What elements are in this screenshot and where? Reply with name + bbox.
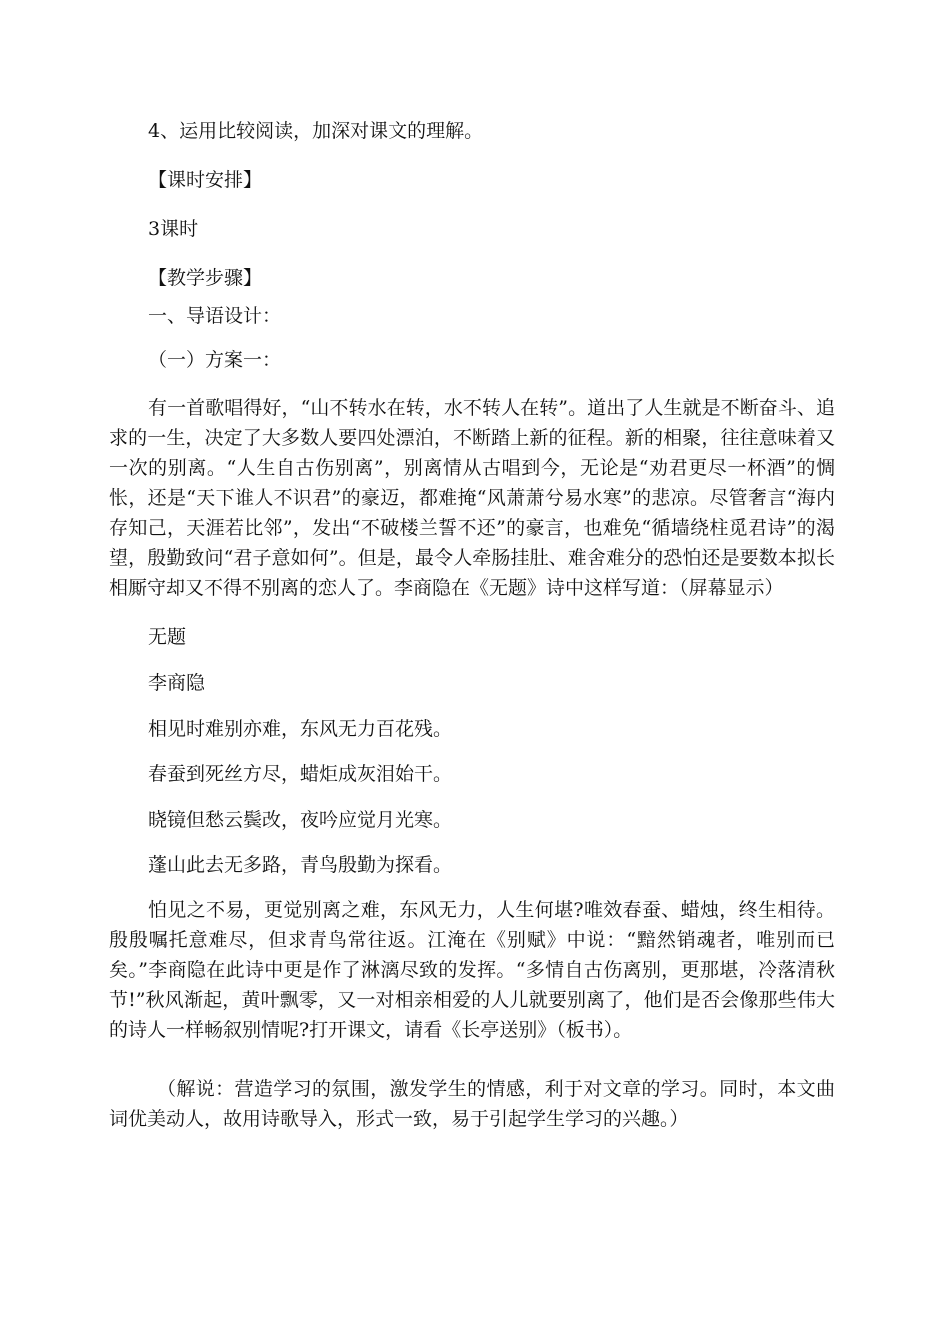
schedule-value: 3课时 bbox=[148, 218, 199, 240]
steps-heading: 【教学步骤】 bbox=[148, 267, 263, 289]
poem-author: 李商隐 bbox=[148, 672, 206, 694]
poem-line-4: 蓬山此去无多路，青鸟殷勤为探看。 bbox=[148, 854, 453, 876]
section-heading-intro-design: 一、导语设计： bbox=[148, 305, 282, 327]
intro-paragraph: 有一首歌唱得好，“山不转水在转，水不转人在转”。道出了人生就是不断奋斗、追求的一生，决定了大多数人要四处漂泊，不断踏上新的征程。新的相聚，往往意味着又一次的别离。“人生自古伤别离”，别离情从古唱到今，无论是“劝君更尽一杯酒”的惆怅，还是“天下谁人不识君”的豪迈，都难掩“风萧萧兮易水寒”的悲凉。尽管奢言“海内存知己，天涯若比邻”，发出“不破楼兰誓不还”的豪言，也难免“循墙绕柱觅君诗”的渴望，殷勤致问“君子意如何”。但是，最令人牵肠挂肚、难舍难分的恐怕还是要数本拟长相厮守却又不得不别离的恋人了。李商隐在《无题》诗中这样写道：（屏幕显示） bbox=[109, 397, 835, 599]
objective-4: 4、运用比较阅读，加深对课文的理解。 bbox=[148, 120, 484, 142]
explanation-note: （解说：营造学习的氛围，激发学生的情感，利于对文章的学习。同时，本文曲词优美动人，故用诗歌导入，形式一致，易于引起学生学习的兴趣。） bbox=[109, 1078, 835, 1130]
poem-line-2: 春蚕到死丝方尽，蜡炬成灰泪始干。 bbox=[148, 763, 453, 785]
plan-1-heading: （一）方案一： bbox=[148, 349, 282, 371]
poem-line-3: 晓镜但愁云鬓改，夜吟应觉月光寒。 bbox=[148, 809, 453, 831]
poem-line-1: 相见时难别亦难，东风无力百花残。 bbox=[148, 718, 453, 740]
schedule-heading: 【课时安排】 bbox=[148, 169, 263, 191]
poem-title: 无题 bbox=[148, 626, 187, 648]
analysis-paragraph: 怕见之不易，更觉别离之难，东风无力，人生何堪?唯效春蚕、蜡烛，终生相待。殷殷嘱托意难尽，但求青鸟常往返。江淹在《别赋》中说：“黯然销魂者，唯别而已矣。”李商隐在此诗中更是作了淋漓尽致的发挥。“多情自古伤离别，更那堪，冷落清秋节!”秋风渐起，黄叶飘零，又一对相亲相爱的人儿就要别离了，他们是否会像那些伟大的诗人一样畅叙别情呢?打开课文，请看《长亭送别》（板书）。 bbox=[109, 899, 835, 1041]
